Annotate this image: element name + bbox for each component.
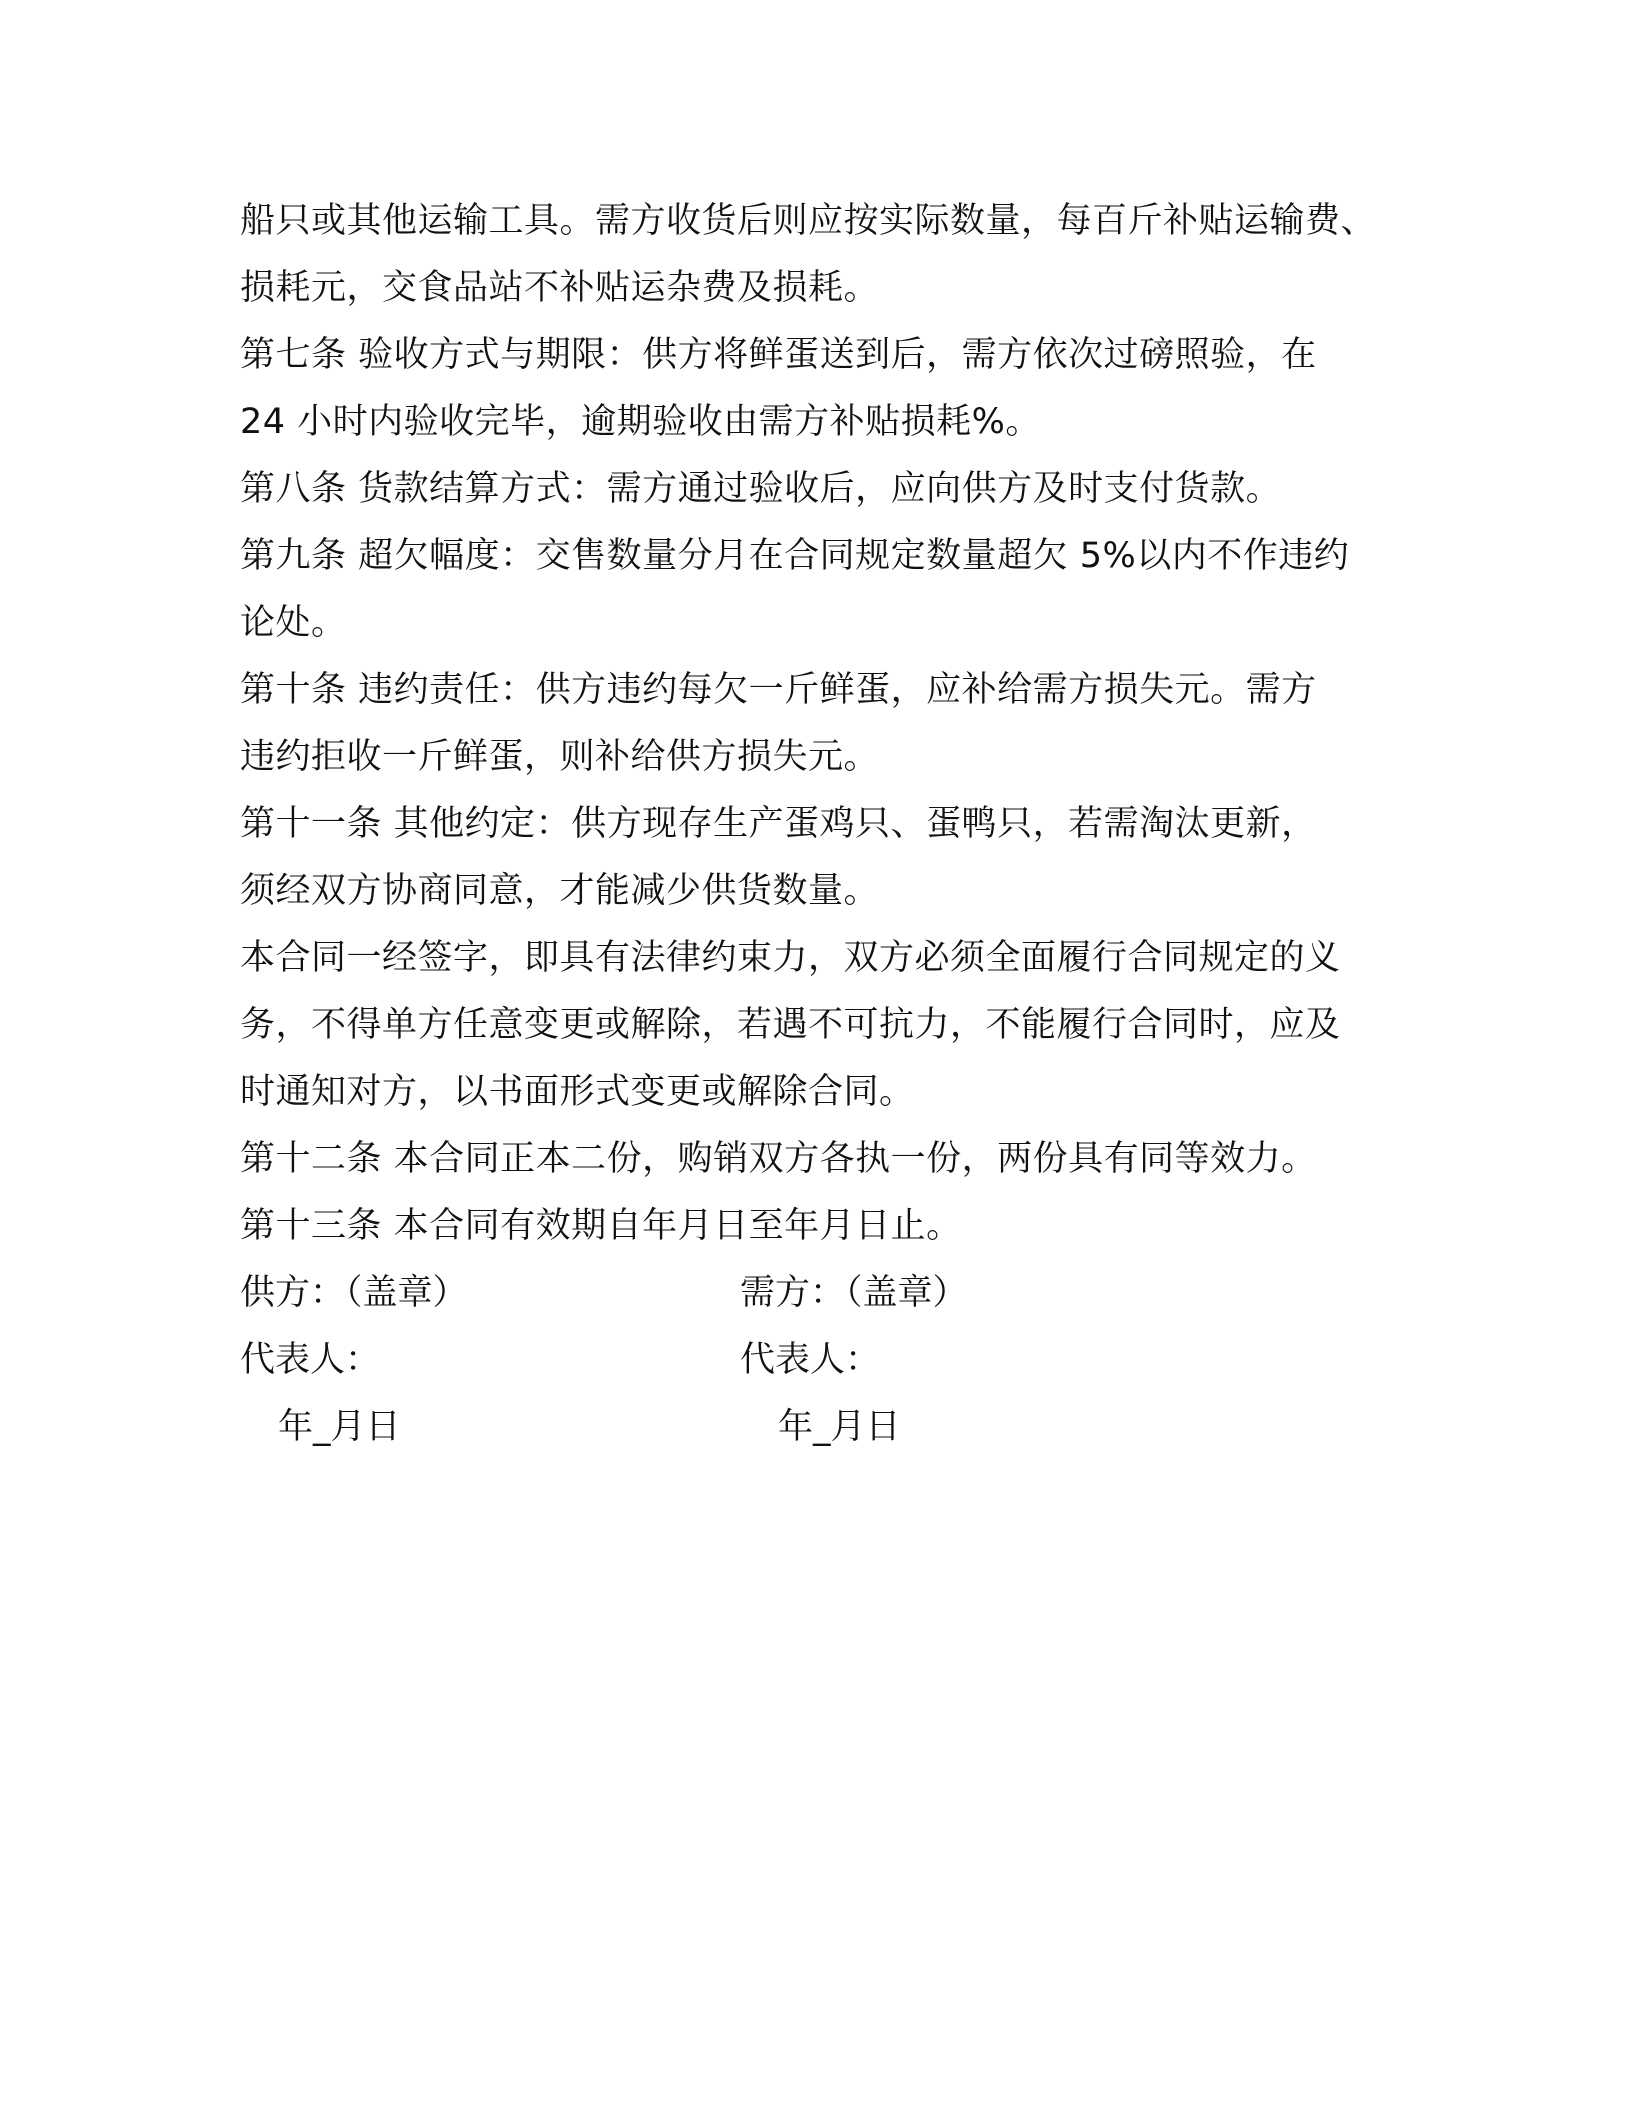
supplier-date: 年_月日 bbox=[278, 1407, 401, 1447]
binding-paragraph: 本合同一经签字，即具有法律约束力，双方必须全面履行合同规定的义 bbox=[240, 938, 1341, 978]
clause-8: 第八条 货款结算方式：需方通过验收后，应向供方及时支付货款。 bbox=[240, 469, 1282, 509]
buyer-date: 年_月日 bbox=[778, 1407, 901, 1447]
clause-11: 第十一条 其他约定：供方现存生产蛋鸡只、蛋鸭只，若需淘汰更新， bbox=[240, 804, 1317, 844]
body-line: 24 小时内验收完毕，逾期验收由需方补贴损耗%。 bbox=[240, 402, 1041, 442]
signature-rep-row bbox=[240, 1327, 1390, 1394]
body-line: 须经双方协商同意，才能减少供货数量。 bbox=[240, 871, 880, 911]
clause-9: 第九条 超欠幅度：交售数量分月在合同规定数量超欠 5%以内不作违约 bbox=[240, 536, 1350, 576]
body-line: 损耗元，交食品站不补贴运杂费及损耗。 bbox=[240, 268, 880, 308]
contract-body bbox=[240, 188, 1390, 1461]
signature-date-row bbox=[240, 1394, 1390, 1461]
clause-12: 第十二条 本合同正本二份，购销双方各执一份，两份具有同等效力。 bbox=[240, 1139, 1317, 1179]
body-line: 时通知对方，以书面形式变更或解除合同。 bbox=[240, 1072, 915, 1112]
clause-10: 第十条 违约责任：供方违约每欠一斤鲜蛋，应补给需方损失元。需方 bbox=[240, 670, 1317, 710]
body-line: 论处。 bbox=[240, 603, 347, 643]
clause-13: 第十三条 本合同有效期自年月日至年月日止。 bbox=[240, 1206, 962, 1246]
body-line: 务，不得单方任意变更或解除，若遇不可抗力，不能履行合同时，应及 bbox=[240, 1005, 1341, 1045]
signature-stamp-row bbox=[240, 1260, 1390, 1327]
supplier-stamp-label: 供方：（盖章） bbox=[240, 1273, 468, 1313]
buyer-rep-label: 代表人： bbox=[740, 1340, 881, 1380]
buyer-stamp-label: 需方：（盖章） bbox=[740, 1273, 968, 1313]
body-line: 违约拒收一斤鲜蛋，则补给供方损失元。 bbox=[240, 737, 880, 777]
clause-7: 第七条 验收方式与期限：供方将鲜蛋送到后，需方依次过磅照验，在 bbox=[240, 335, 1317, 375]
body-line: 船只或其他运输工具。需方收货后则应按实际数量，每百斤补贴运输费、 bbox=[240, 201, 1377, 241]
supplier-rep-label: 代表人： bbox=[240, 1340, 381, 1380]
